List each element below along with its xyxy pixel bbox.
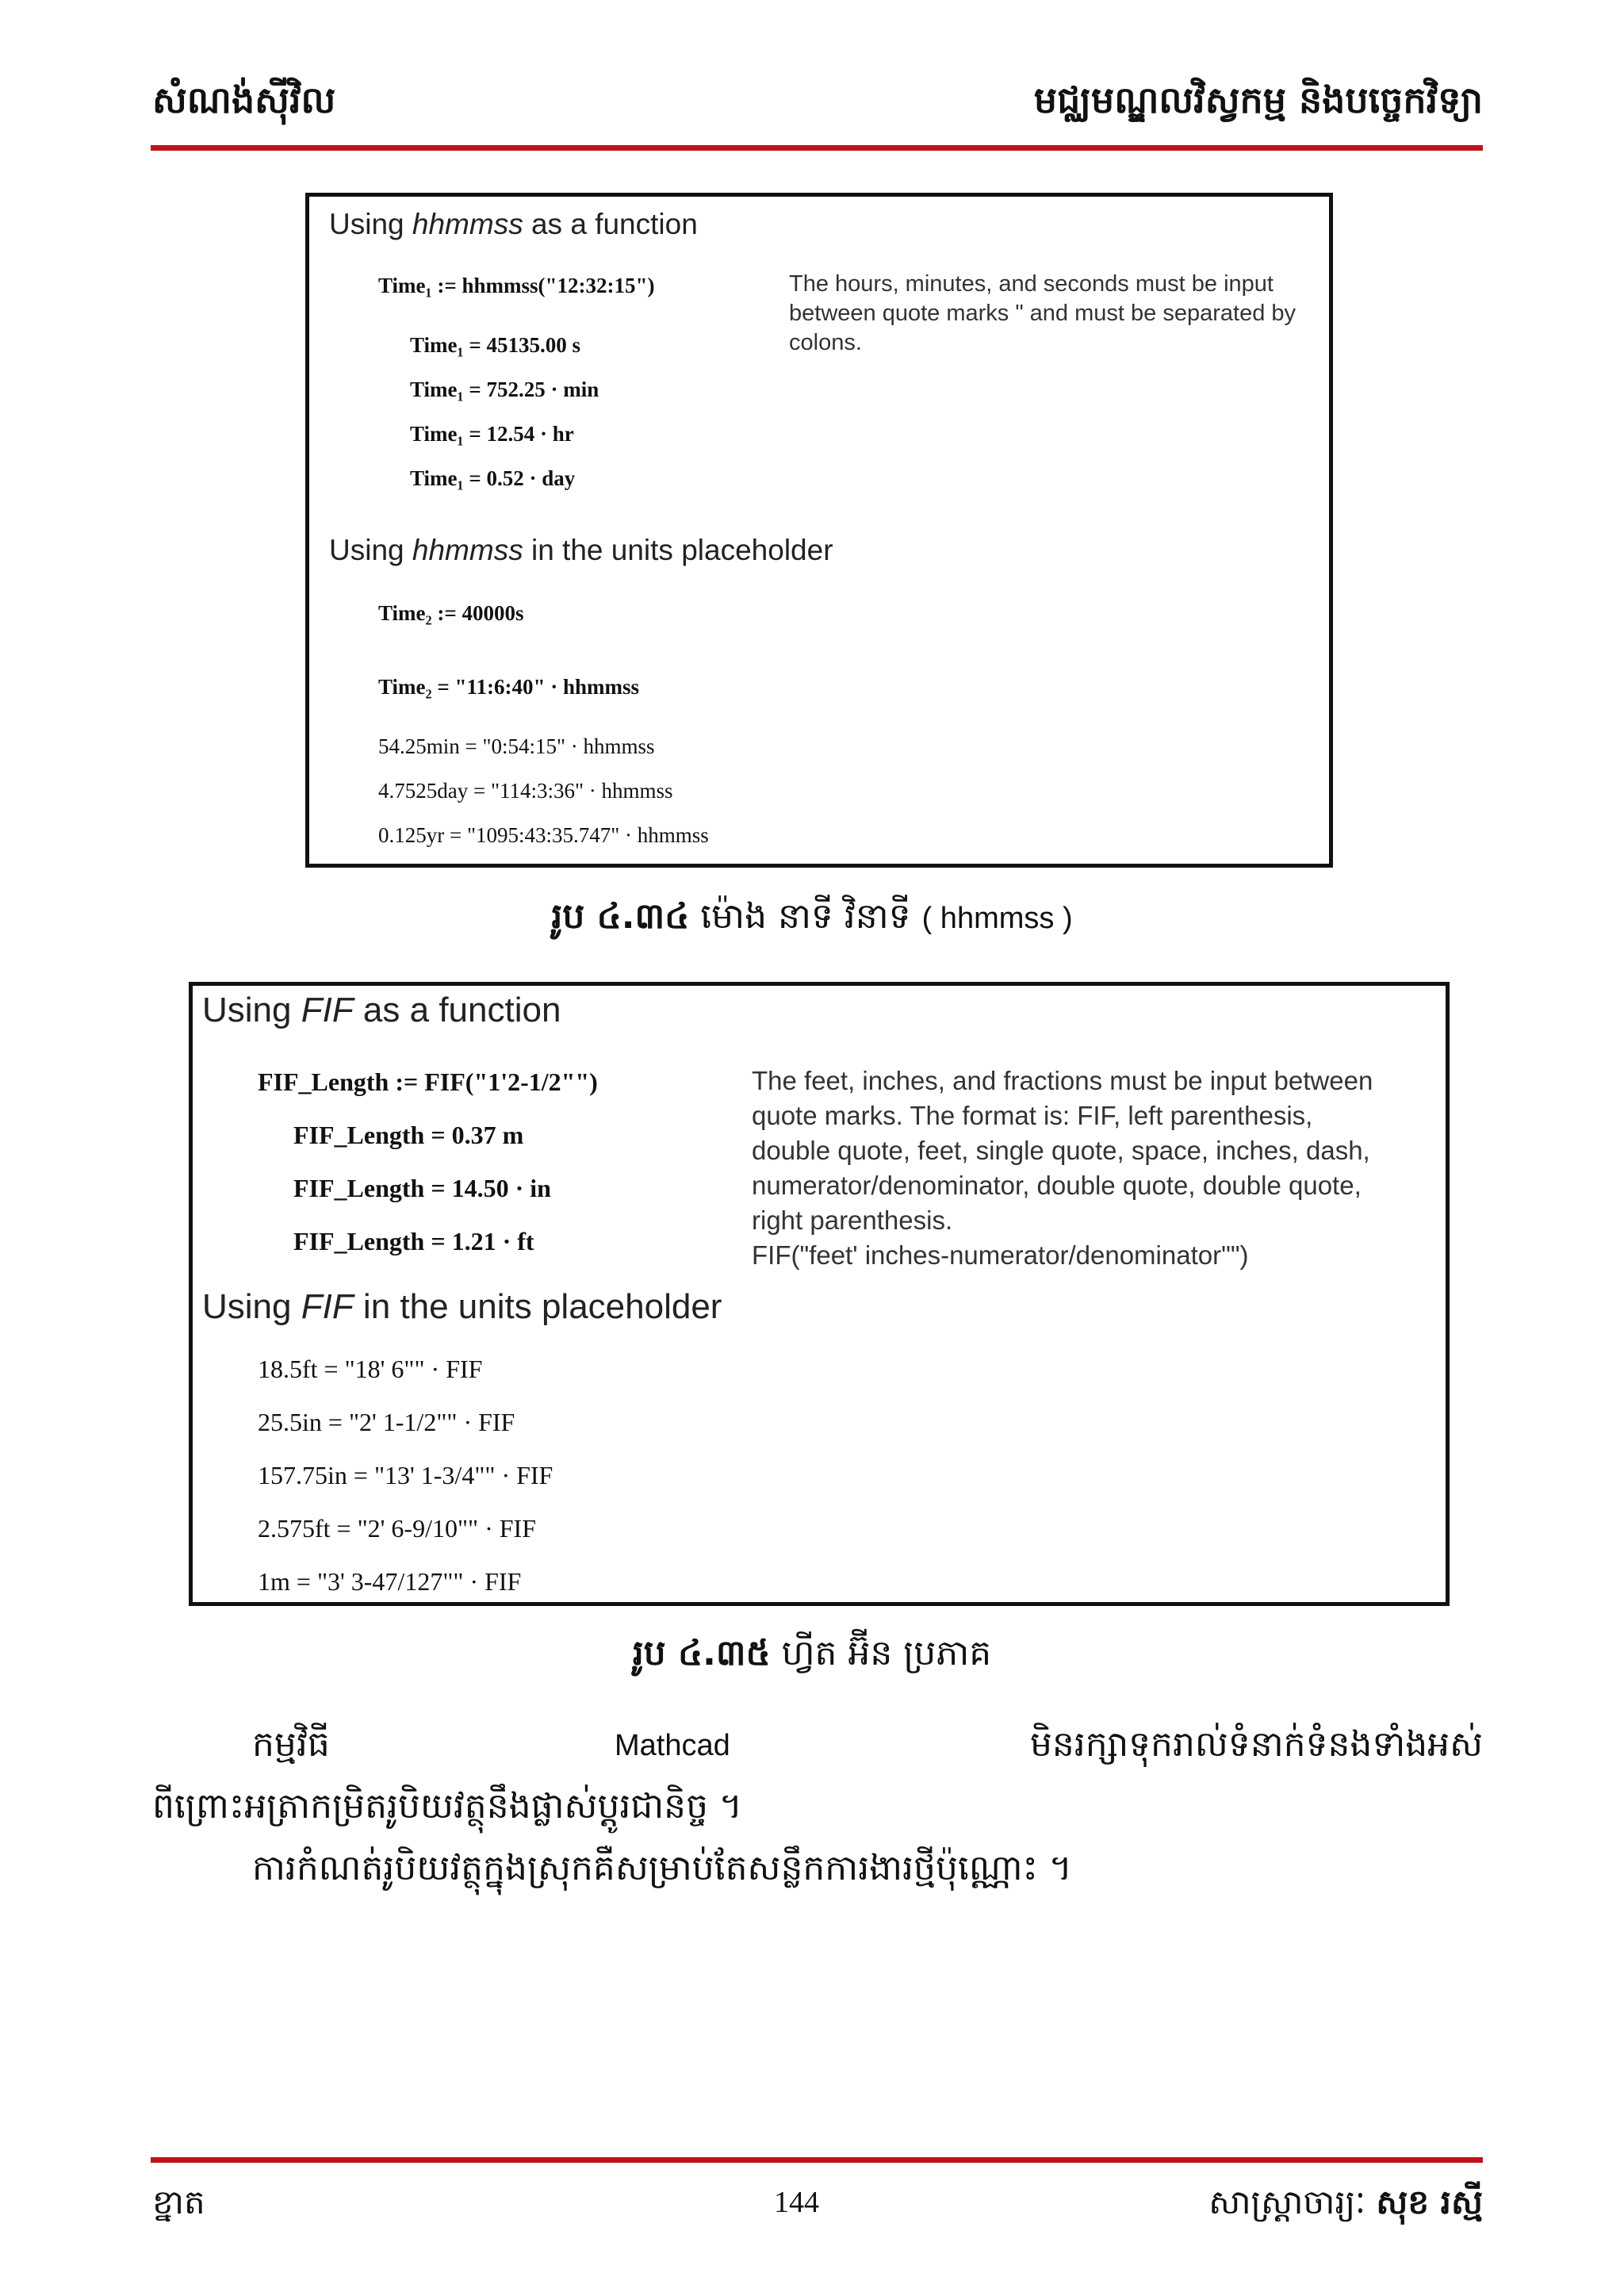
figure2-example: 25.5in = "2' 1-1/2"" · FIF: [258, 1408, 515, 1436]
figure2-definition: FIF_Length := FIF("1'2-1/2""): [258, 1068, 598, 1096]
figure1-result-2: Time₂ = "11:6:40" · hhmmss: [378, 675, 639, 699]
figure2-example: 157.75in = "13' 1-3/4"" · FIF: [258, 1461, 553, 1489]
figure1-definition-2: Time₂ := 40000s: [378, 601, 524, 625]
footer-right: សាស្ត្រាចារ្យៈ សុខ រស្មី: [1208, 2183, 1483, 2221]
body-line1-mathcad: Mathcad: [615, 1729, 730, 1762]
figure2-result: FIF_Length = 14.50 · in: [293, 1174, 551, 1202]
header-rule: [151, 145, 1483, 151]
figure-hhmmss: [305, 193, 1333, 868]
figure1-result: Time₁ = 45135.00 s: [410, 333, 580, 357]
header-left-title: សំណង់ស៊ីវិល: [152, 79, 336, 121]
page-number: 144: [774, 2186, 819, 2219]
figure1-note: The hours, minutes, and seconds must be input between quote marks " and must be separated by colons.: [789, 271, 1297, 355]
figure-fif: [189, 982, 1450, 1606]
body-line1-start: កម្មវិធី: [252, 1724, 330, 1765]
footer-rule: [151, 2157, 1483, 2163]
figure2-result: FIF_Length = 0.37 m: [293, 1121, 524, 1149]
figure1-example: 0.125yr = "1095:43:35.747" · hhmmss: [378, 823, 709, 847]
figure1-section2-heading: Using hhmmss in the units placeholder: [329, 534, 833, 566]
body-line3: ការកំណត់រូបិយវត្ថុក្នុងស្រុកគឺសម្រាប់តែសន្លឹកការងារថ្មីប៉ុណ្ណោះ ។: [252, 1848, 1072, 1888]
figure2-result: FIF_Length = 1.21 · ft: [293, 1227, 534, 1255]
figure2-section1-heading: Using FIF as a function: [202, 991, 561, 1029]
figure1-section1-heading: Using hhmmss as a function: [329, 208, 698, 240]
figure1-caption: រូប ៤.៣៤ ម៉ោង នាទី វិនាទី ( hhmmss ): [551, 896, 1073, 937]
figure2-note: The feet, inches, and fractions must be input between quote marks. The format is: FIF, left parenthesis, double quote, feet, single quote, space, inches, dash, numerator/denominator, double quote, double quote, right parenthesis. FIF("feet' inches-numerator/denominator""): [752, 1066, 1373, 1270]
header-right-title: មជ្ឈមណ្ឌលវិស្វកម្ម និងបច្ចេកវិទ្យា: [1033, 79, 1483, 121]
figure2-example: 2.575ft = "2' 6-9/10"" · FIF: [258, 1514, 536, 1543]
figure2-example: 18.5ft = "18' 6"" · FIF: [258, 1355, 483, 1383]
figure2-caption: រូប ៤.៣៥ ហ្វីត អ៊ីន ប្រភាគ: [632, 1633, 992, 1673]
figure1-definition: Time₁ := hhmmss("12:32:15"): [378, 274, 655, 297]
figure2-section2-heading: Using FIF in the units placeholder: [202, 1287, 722, 1326]
figure1-result: Time₁ = 0.52 · day: [410, 466, 576, 490]
figure2-example: 1m = "3' 3-47/127"" · FIF: [258, 1567, 522, 1596]
body-line1-end: មិនរក្សាទុករាល់ទំនាក់ទំនងទាំងអស់: [1029, 1724, 1483, 1765]
figure1-example: 54.25min = "0:54:15" · hhmmss: [378, 734, 655, 758]
figure1-example: 4.7525day = "114:3:36" · hhmmss: [378, 779, 673, 803]
body-line2: ពីព្រោះអត្រាកម្រិតរូបិយវត្ថុនឹងផ្លាស់ប្តូរជានិច្ច ។: [152, 1786, 743, 1826]
footer-left: ខ្នាត: [152, 2183, 205, 2221]
figure1-result: Time₁ = 12.54 · hr: [410, 422, 574, 446]
figure1-result: Time₁ = 752.25 · min: [410, 378, 599, 401]
